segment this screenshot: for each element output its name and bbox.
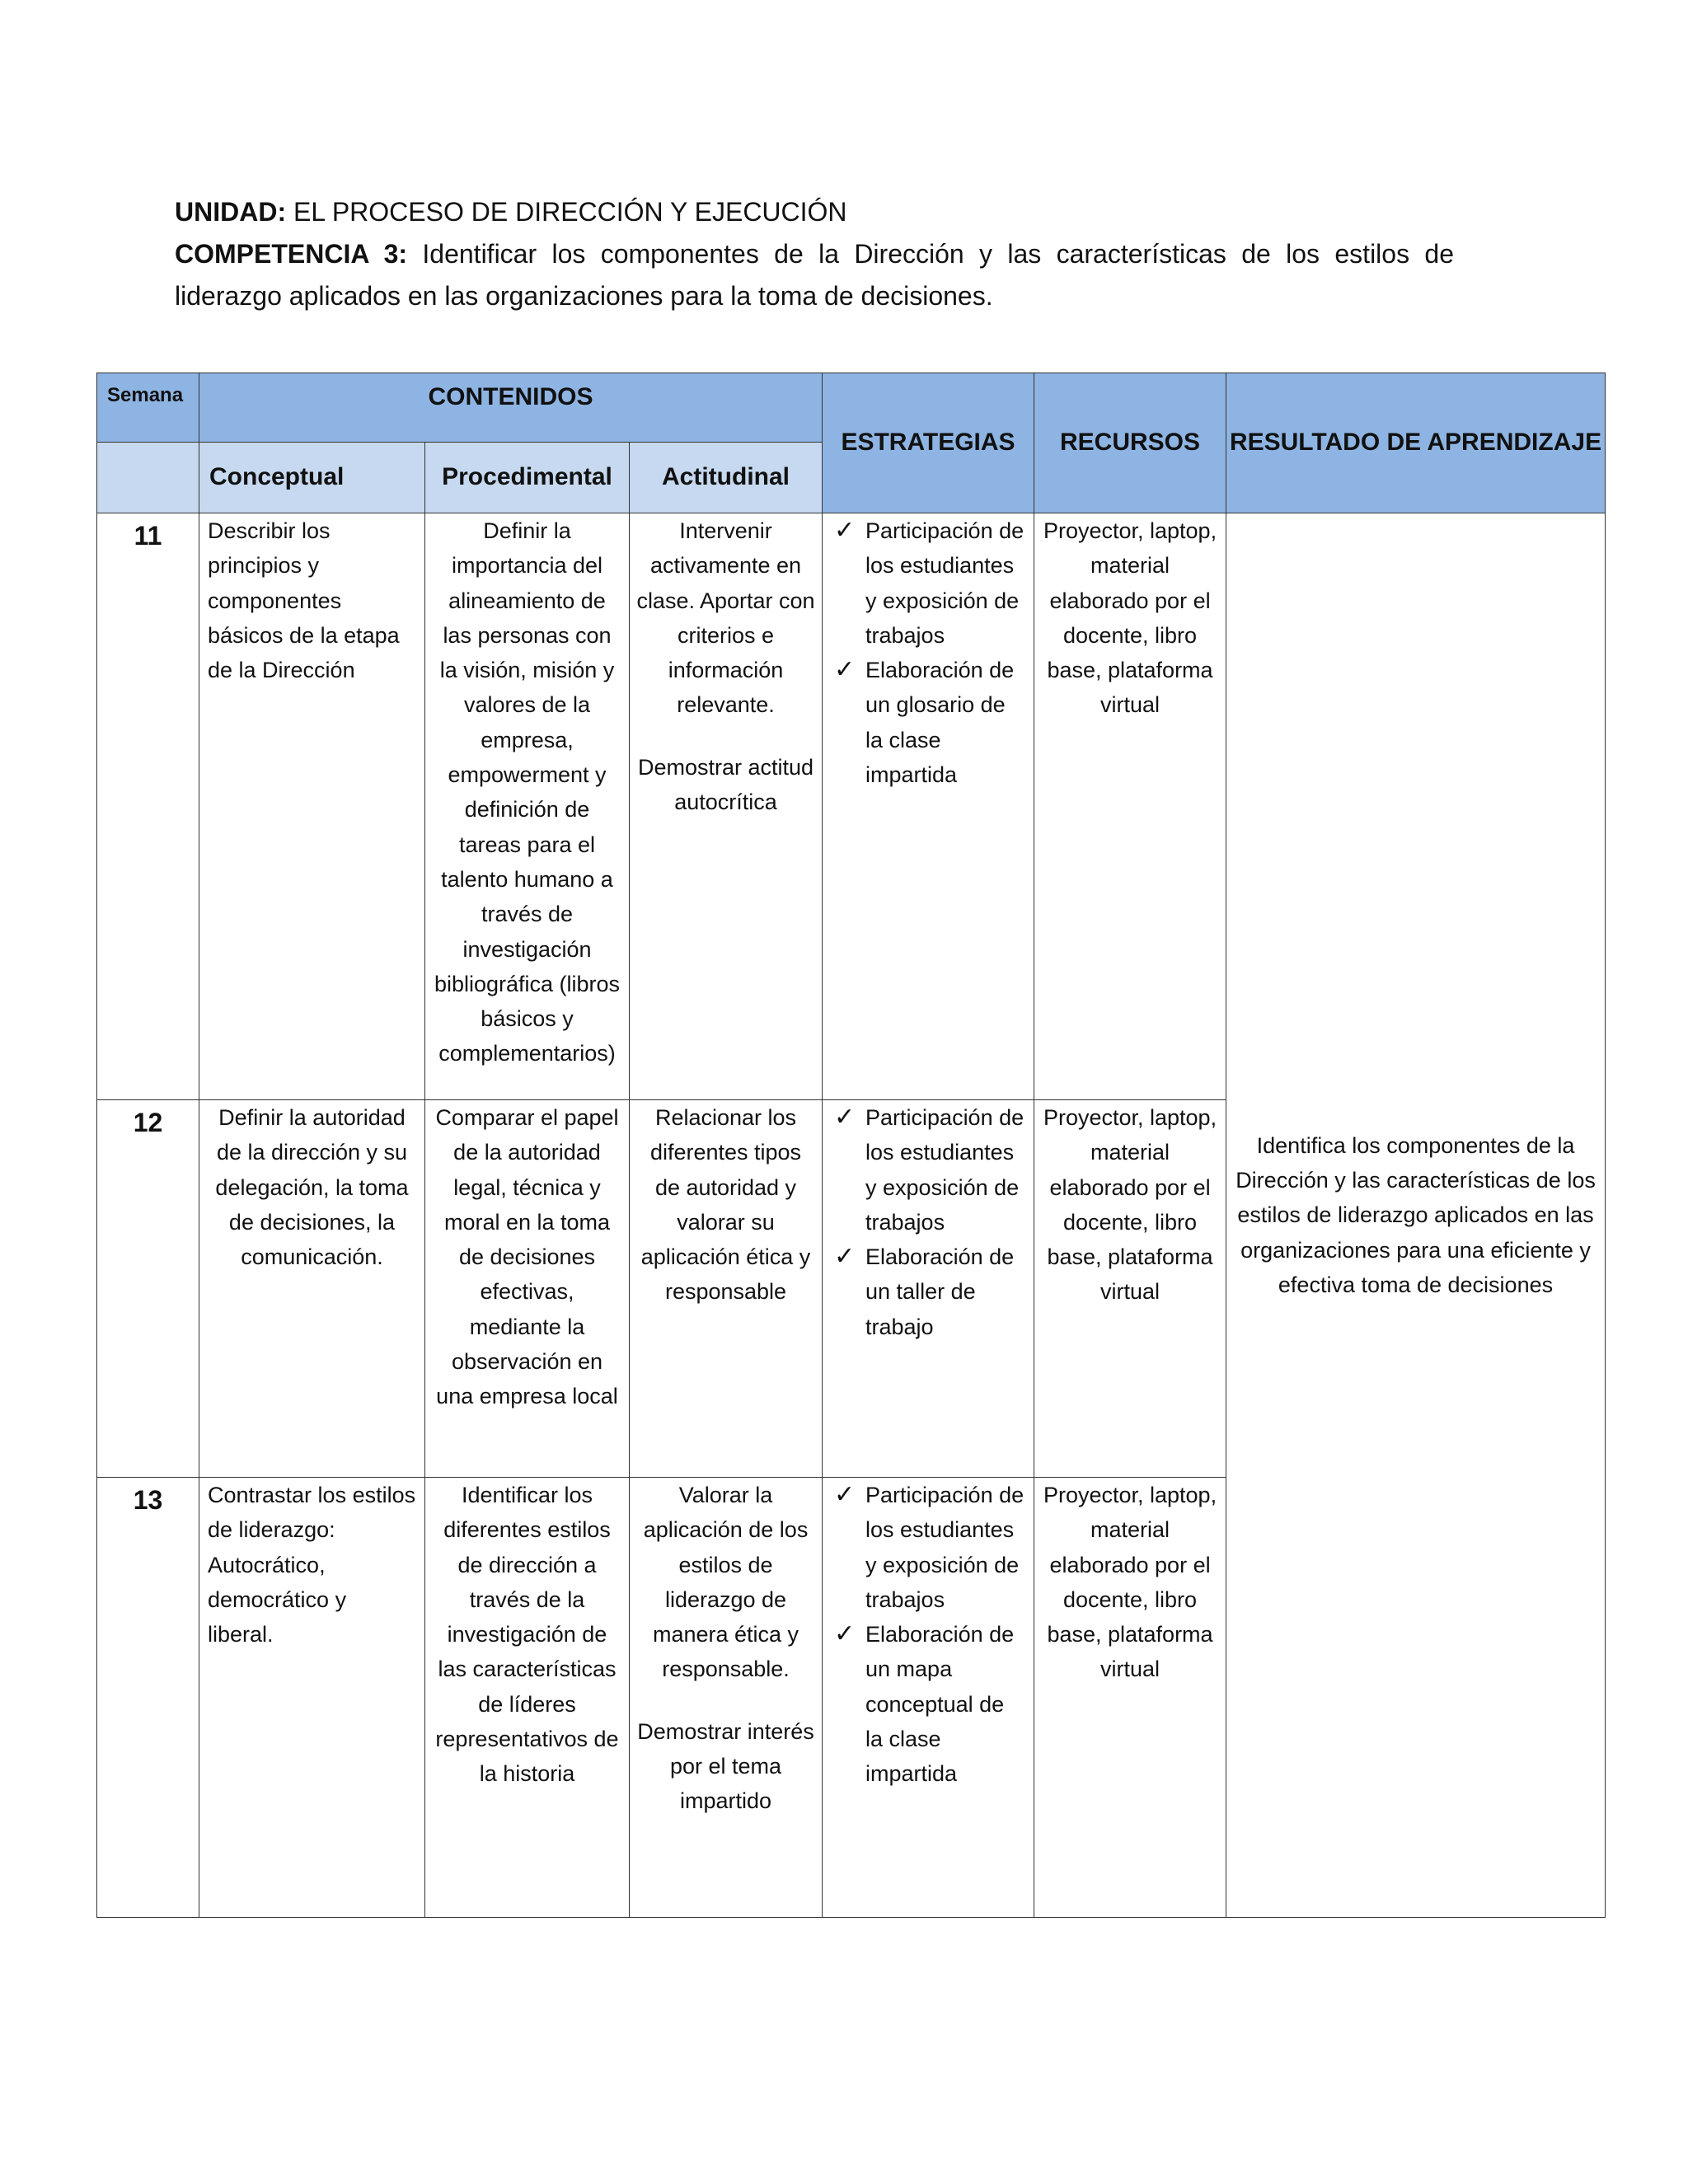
list-item bbox=[831, 1100, 1027, 1240]
estrategias-cell bbox=[823, 1100, 1034, 1478]
actitudinal-text-2: Demostrar actitud autocrítica bbox=[637, 754, 814, 815]
competencia-label: COMPETENCIA 3: bbox=[175, 239, 408, 269]
actitudinal-text: Intervenir activamente en clase. Aportar con criterios e información relevante. bbox=[636, 518, 815, 718]
actitudinal-text: Valorar la aplicación de los estilos de liderazgo de manera ética y responsable. bbox=[643, 1483, 809, 1682]
estrategias-list bbox=[823, 513, 1034, 792]
estrategia-text: Participación de los estudiantes y exposición de trabajos bbox=[865, 1483, 1025, 1612]
procedimental-cell: Comparar el papel de la autoridad legal, técnica y moral en la toma de decisiones efectivas, mediante la observación en una empresa local bbox=[425, 1100, 630, 1478]
unidad-label: UNIDAD: bbox=[175, 197, 287, 227]
week-number: 12 bbox=[97, 1100, 199, 1478]
actitudinal-cell bbox=[630, 1478, 823, 1918]
header-procedimental: Procedimental bbox=[425, 443, 630, 513]
checkmark-icon: ✓ bbox=[834, 1480, 856, 1509]
list-item bbox=[831, 1478, 1027, 1617]
estrategia-text: Elaboración de un mapa conceptual de la clase impartida bbox=[865, 1622, 1015, 1787]
actitudinal-cell bbox=[630, 513, 823, 1100]
procedimental-cell: Definir la importancia del alineamiento de las personas con la visión, misión y valores de la empresa, empowerment y definición de tareas para el talento humano a través de investigación bibliográfica (libros básicos y complementarios) bbox=[425, 513, 630, 1100]
estrategias-list bbox=[823, 1478, 1034, 1792]
planning-table bbox=[96, 373, 1606, 1918]
header-conceptual: Conceptual bbox=[199, 443, 425, 513]
table-row bbox=[97, 513, 1606, 1100]
conceptual-cell: Contrastar los estilos de liderazgo: Autocrático, democrático y liberal. bbox=[199, 1478, 425, 1918]
resultado-cell: Identifica los componentes de la Dirección y las características de los estilos de liderazgo aplicados en las organizaciones para una eficiente y efectiva toma de decisiones bbox=[1226, 513, 1606, 1918]
checkmark-icon: ✓ bbox=[834, 655, 856, 685]
header-recursos: RECURSOS bbox=[1034, 373, 1226, 513]
actitudinal-text: Relacionar los diferentes tipos de autoridad y valorar su aplicación ética y responsable bbox=[640, 1105, 811, 1305]
unit-header bbox=[175, 191, 1454, 317]
estrategia-text: Participación de los estudiantes y exposición de trabajos bbox=[865, 1105, 1025, 1235]
header-actitudinal: Actitudinal bbox=[630, 443, 823, 513]
estrategia-text: Participación de los estudiantes y exposición de trabajos bbox=[865, 518, 1025, 648]
recursos-cell: Proyector, laptop, material elaborado por el docente, libro base, plataforma virtual bbox=[1034, 1100, 1226, 1478]
conceptual-cell: Describir los principios y componentes básicos de la etapa de la Dirección bbox=[199, 513, 425, 1100]
checkmark-icon: ✓ bbox=[834, 1103, 856, 1132]
checkmark-icon: ✓ bbox=[834, 1619, 856, 1649]
unidad-line bbox=[175, 191, 1454, 233]
list-item bbox=[831, 1240, 1027, 1344]
actitudinal-text-2: Demostrar interés por el tema impartido bbox=[637, 1718, 814, 1814]
estrategias-cell bbox=[823, 1478, 1034, 1918]
header-contenidos: CONTENIDOS bbox=[199, 373, 823, 443]
week-number: 13 bbox=[97, 1478, 199, 1918]
conceptual-cell: Definir la autoridad de la dirección y su delegación, la toma de decisiones, la comunicación. bbox=[199, 1100, 425, 1478]
checkmark-icon: ✓ bbox=[834, 1242, 856, 1272]
procedimental-cell: Identificar los diferentes estilos de dirección a través de la investigación de las características de líderes representativos de la historia bbox=[425, 1478, 630, 1918]
week-number: 11 bbox=[97, 513, 199, 1100]
header-semana-empty bbox=[97, 443, 199, 513]
estrategias-list bbox=[823, 1100, 1034, 1344]
competencia-line bbox=[175, 233, 1454, 317]
unidad-value: EL PROCESO DE DIRECCIÓN Y EJECUCIÓN bbox=[286, 197, 847, 227]
list-item bbox=[831, 1617, 1027, 1791]
header-estrategias: ESTRATEGIAS bbox=[823, 373, 1034, 513]
checkmark-icon: ✓ bbox=[834, 516, 856, 545]
estrategias-cell bbox=[823, 513, 1034, 1100]
competencia-value: Identificar los componentes de la Dirección y las características de los estilos de liderazgo aplicados en las organizaciones para la toma de decisiones. bbox=[175, 239, 1455, 311]
estrategia-text: Elaboración de un taller de trabajo bbox=[865, 1244, 1015, 1339]
estrategia-text: Elaboración de un glosario de la clase impartida bbox=[865, 658, 1015, 788]
list-item bbox=[831, 653, 1027, 792]
actitudinal-cell bbox=[630, 1100, 823, 1478]
header-resultado: RESULTADO DE APRENDIZAJE bbox=[1226, 373, 1606, 513]
list-item bbox=[831, 513, 1027, 653]
recursos-cell: Proyector, laptop, material elaborado por el docente, libro base, plataforma virtual bbox=[1034, 1478, 1226, 1918]
recursos-cell: Proyector, laptop, material elaborado por el docente, libro base, plataforma virtual bbox=[1034, 513, 1226, 1100]
header-semana: Semana bbox=[97, 373, 199, 443]
